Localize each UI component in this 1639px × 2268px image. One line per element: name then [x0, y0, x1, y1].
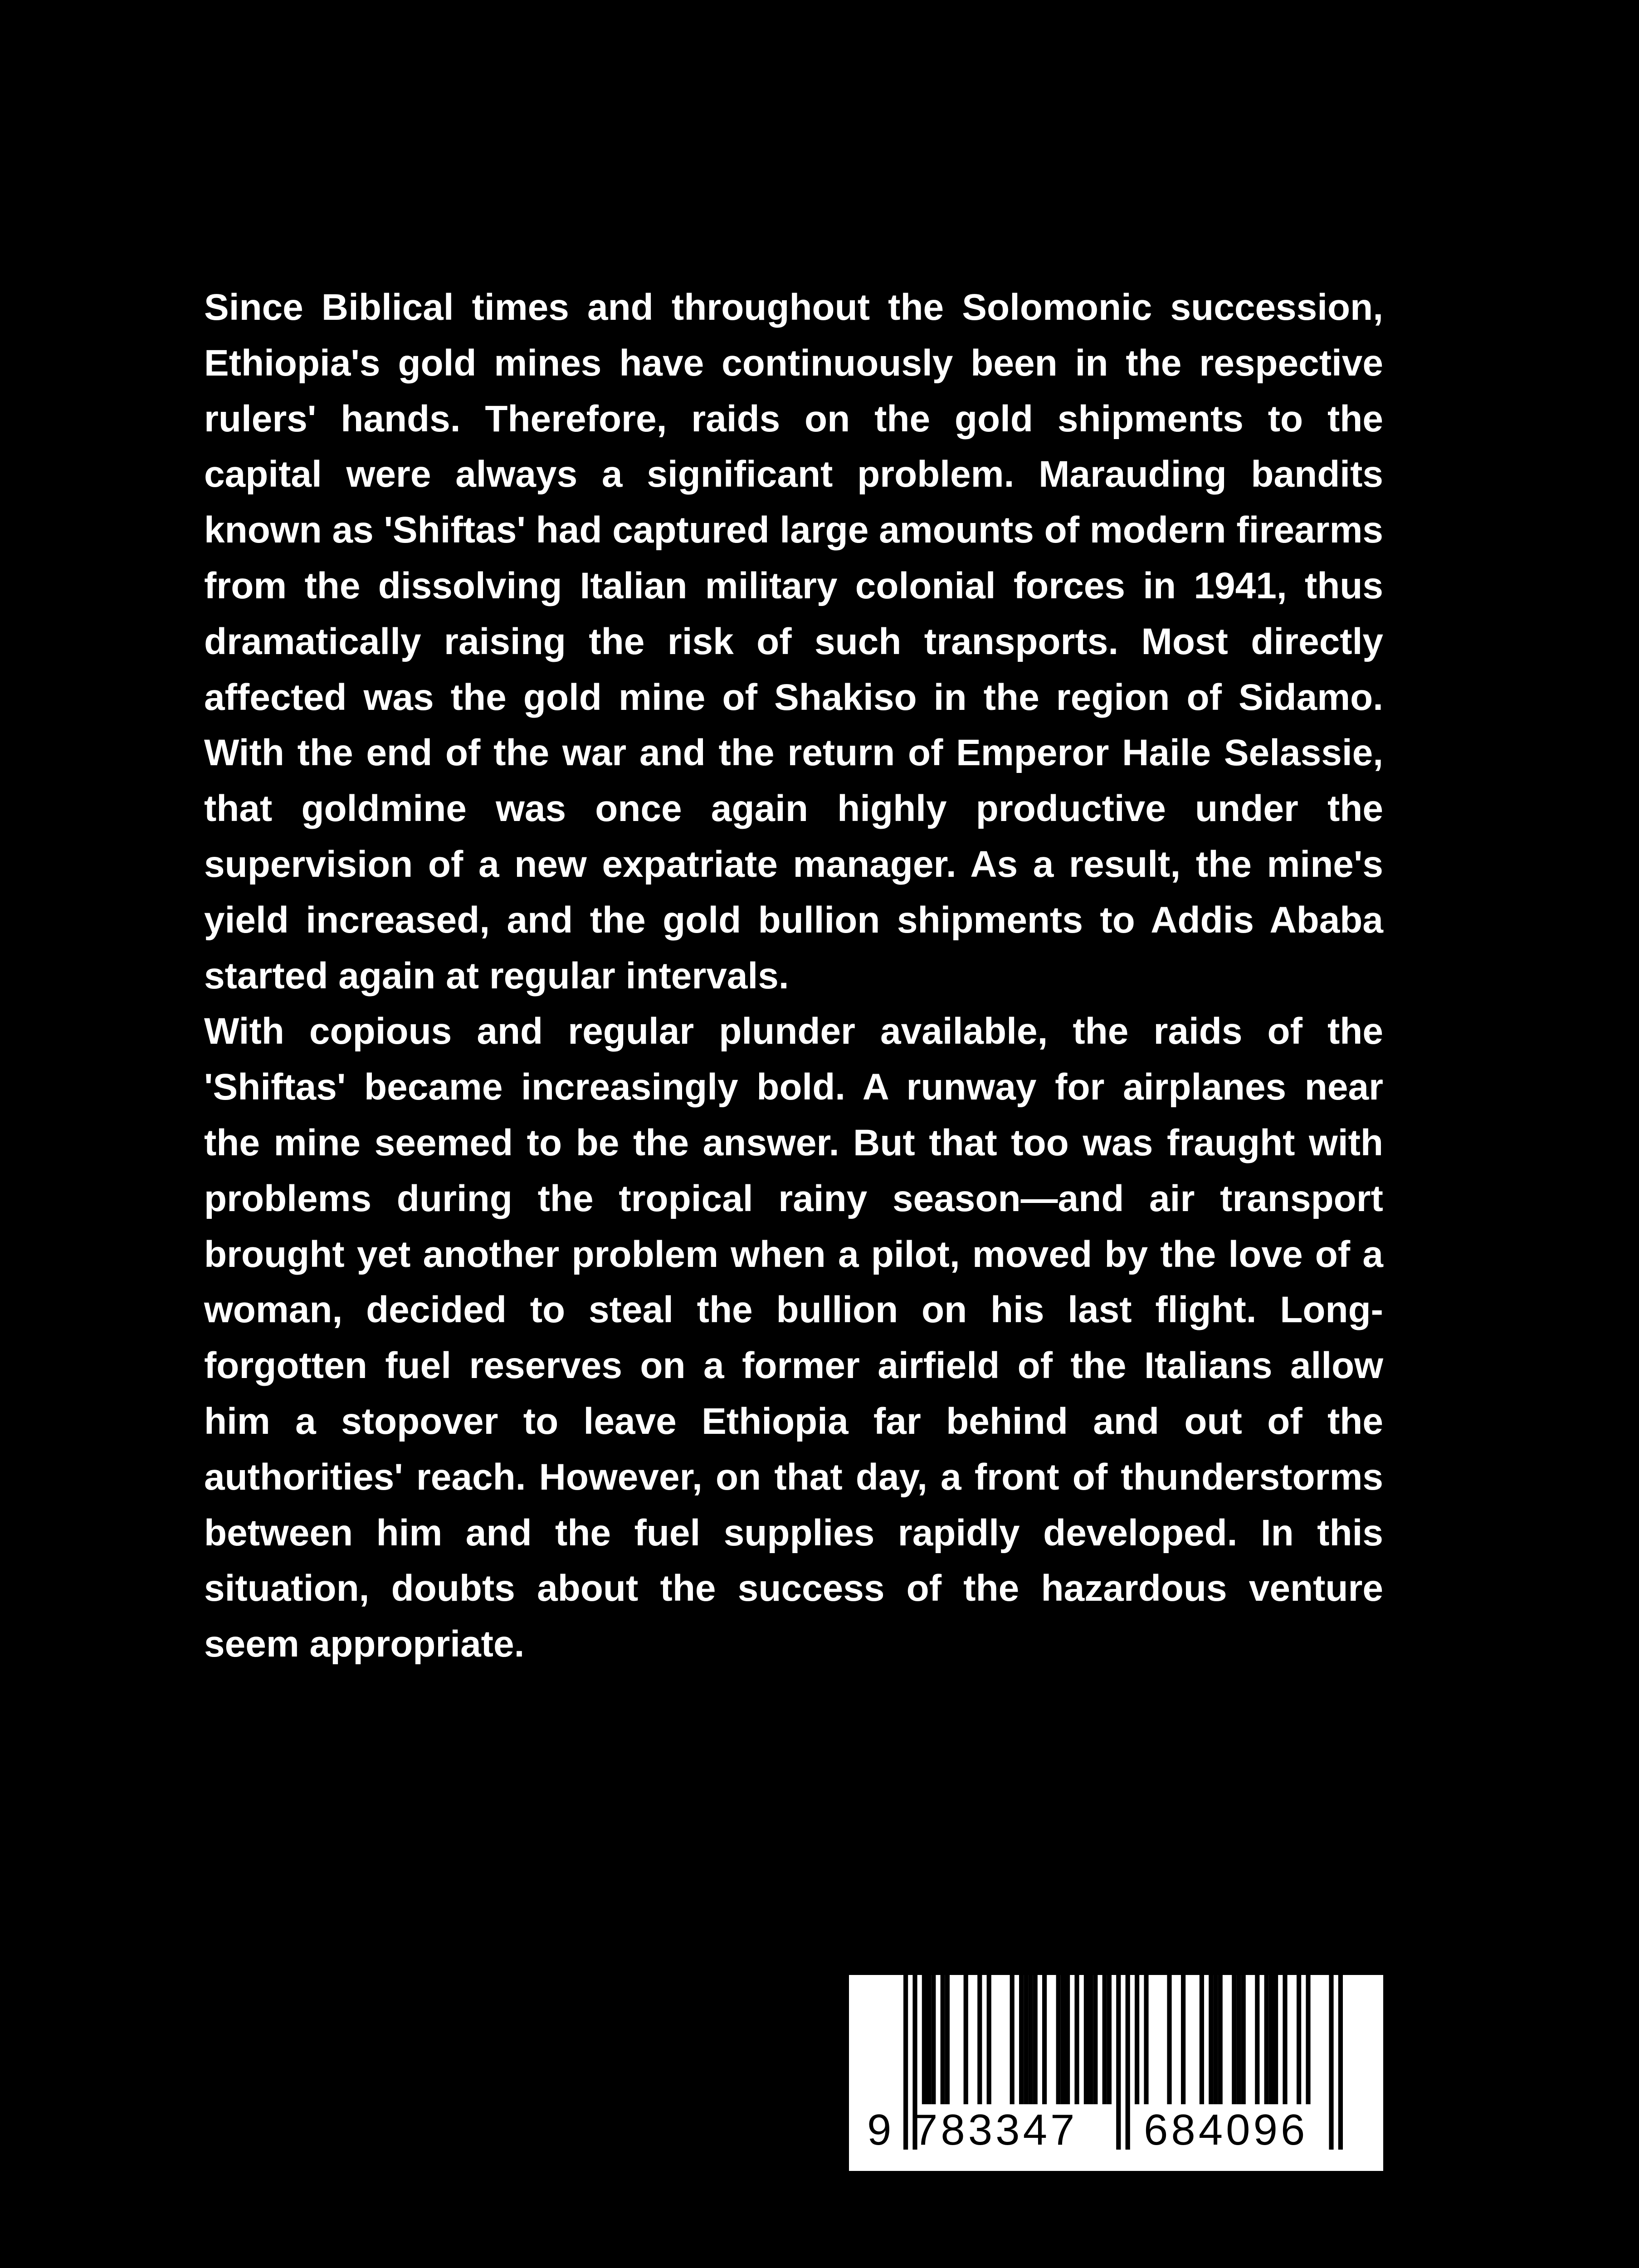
- barcode-bar: [1061, 1975, 1065, 2104]
- barcode-bar: [987, 1975, 991, 2104]
- barcode-bar: [1236, 1975, 1241, 2104]
- barcode-bar: [1010, 1975, 1015, 2104]
- barcode-bar: [941, 1975, 945, 2104]
- barcode-bar: [1084, 1975, 1088, 2104]
- barcode-guard-bar: [903, 1975, 908, 2150]
- barcode-bar: [977, 1975, 982, 2104]
- barcode-bar: [1200, 1975, 1204, 2104]
- isbn-barcode: [849, 1975, 1383, 2171]
- barcode-bar: [1241, 1975, 1246, 2104]
- barcode-bar: [1297, 1975, 1301, 2104]
- barcode-guard-bar: [1338, 1975, 1343, 2150]
- barcode-bar: [1042, 1975, 1047, 2104]
- barcode-first-digit: 9: [867, 2106, 895, 2154]
- barcode-bar: [1074, 1975, 1079, 2104]
- barcode-bar: [922, 1975, 927, 2104]
- barcode-right-digits: 684096: [1144, 2106, 1308, 2154]
- barcode-bar: [1283, 1975, 1287, 2104]
- barcode-bar: [1232, 1975, 1236, 2104]
- barcode-bar: [1102, 1975, 1107, 2104]
- barcode-bar: [1093, 1975, 1098, 2104]
- barcode-bar: [1273, 1975, 1278, 2104]
- barcode-left-digits: 783347: [913, 2106, 1078, 2154]
- barcode-bar: [945, 1975, 950, 2104]
- barcode-bar: [1264, 1975, 1269, 2104]
- barcode-bar: [931, 1975, 936, 2104]
- blurb-paragraph-1: Since Biblical times and throughout the Solomonic succession, Ethiopia's gold mines have continuously been in the respective rulers' hands. Therefore, raids on the gold shipments to the capital were always a significant problem. Marauding bandits known as 'Shiftas' had captured large amounts of modern firearms from the dissolving Italian military colonial forces in 1941, thus dramatically raising the risk of such transports. Most directly affected was the gold mine of Shakiso in the region of Sidamo. With the end of the war and the return of Emperor Haile Selassie, that goldmine was once again highly productive under the supervision of a new expatriate manager. As a result, the mine's yield increased, and the gold bullion shipments to Addis Ababa started again at regular intervals.: [204, 287, 1383, 997]
- barcode-bar: [1056, 1975, 1061, 2104]
- blurb-text: [204, 280, 1383, 1672]
- barcode-bar: [1135, 1975, 1139, 2104]
- barcode-bar: [1269, 1975, 1273, 2104]
- barcode-bar: [1181, 1975, 1185, 2104]
- barcode-bar: [1019, 1975, 1024, 2104]
- barcode-guard-bar: [1116, 1975, 1121, 2150]
- barcode-guard-bar: [1126, 1975, 1130, 2150]
- barcode-bar: [1255, 1975, 1259, 2104]
- barcode-bar: [1213, 1975, 1218, 2104]
- barcode-bar: [964, 1975, 968, 2104]
- barcode-bar: [1144, 1975, 1148, 2104]
- barcode-bar: [1024, 1975, 1028, 2104]
- barcode-bar: [1028, 1975, 1033, 2104]
- barcode-bar: [1088, 1975, 1093, 2104]
- barcode-bar: [1167, 1975, 1171, 2104]
- barcode-bar: [1218, 1975, 1223, 2104]
- barcode-guard-bar: [1329, 1975, 1333, 2150]
- barcode-bar: [927, 1975, 931, 2104]
- barcode-bar: [1209, 1975, 1213, 2104]
- barcode-bar: [1033, 1975, 1038, 2104]
- blurb-paragraph-2: With copious and regular plunder available, the raids of the 'Shiftas' became increasingly bold. A runway for airplanes near the mine seemed to be the answer. But that too was fraught with problems during the tropical rainy season—and air transport brought yet another problem when a pilot, moved by the love of a woman, decided to steal the bullion on his last flight. Long-forgotten fuel reserves on a former airfield of the Italians allow him a stopover to leave Ethiopia far behind and out of the authorities' reach. However, on that day, a front of thunderstorms between him and the fuel supplies rapidly developed. In this situation, doubts about the success of the hazardous venture seem appropriate.: [204, 1011, 1383, 1665]
- barcode-bar: [1107, 1975, 1112, 2104]
- barcode-bar: [1065, 1975, 1070, 2104]
- barcode-bar: [1306, 1975, 1310, 2104]
